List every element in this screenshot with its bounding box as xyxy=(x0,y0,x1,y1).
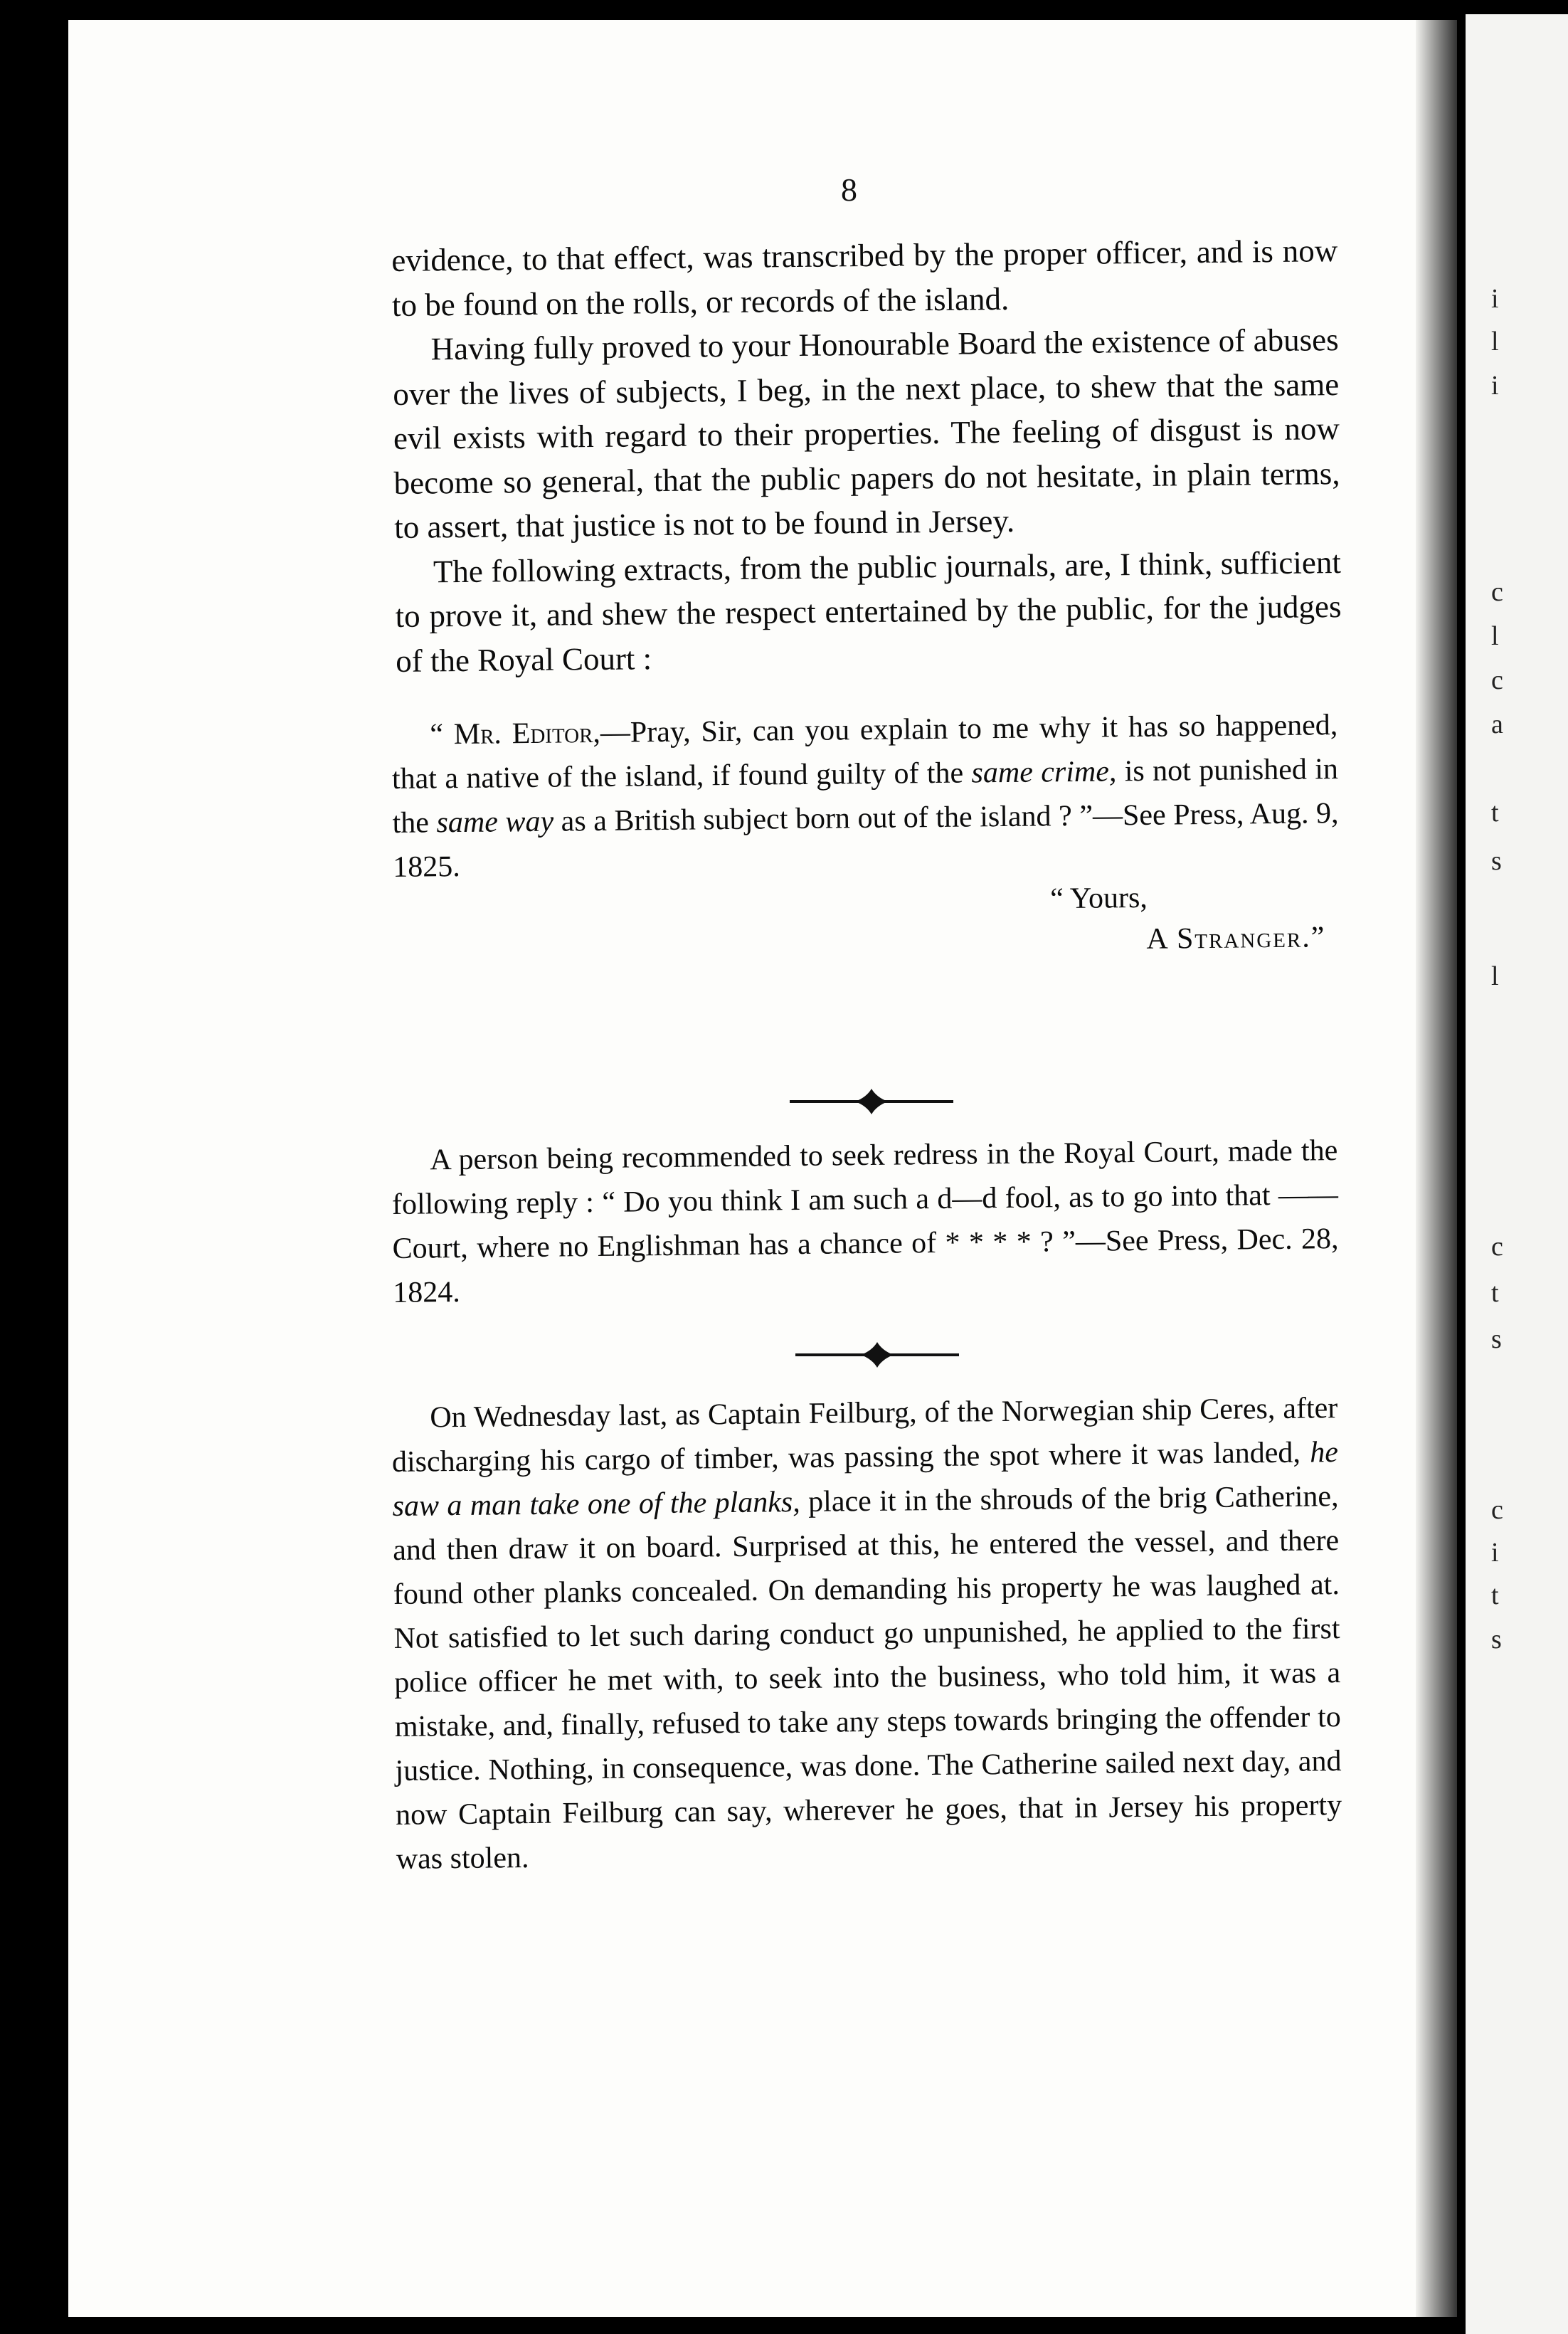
adjacent-glyph: s xyxy=(1491,1324,1502,1354)
adjacent-glyph: c xyxy=(1491,577,1503,607)
adjacent-glyph: l xyxy=(1491,621,1499,651)
signoff-signature: A Stranger.” xyxy=(1146,921,1326,956)
extract-quote: A person being recommended to seek redress in the Royal Court, made the following reply : “ Do you think I am such a d—d fool, as to go into that —— Court, where no Englishman has a chance of * * * * ? ”—See Press, Dec. 28, 1824. xyxy=(391,1134,1339,1309)
adjacent-glyph: i xyxy=(1491,371,1499,401)
adjacent-glyph: c xyxy=(1491,665,1503,695)
extract-quote: On Wednesday last, as Captain Feilburg, of the Norwegian ship Ceres, after discharging his cargo of timber, was passing the spot where it was landed, he saw a man take one of the planks, place it in the shrouds of the brig Catherine, and then draw it on board. Surprised at this, he entered the vessel, and there found other planks concealed. On demanding his property he was laughed at. Not satisfied to let such daring conduct go unpunished, he applied to the first police officer he met with, to seek into the business, who told him, it was a mistake, and, finally, refused to take any steps towards bringing the offender to justice. Nothing, in consequence, was done. The Catherine sailed next day, and now Captain Feilburg can say, wherever he goes, that in Jersey his property was stolen. xyxy=(391,1392,1342,1876)
extract-captain-feilburg xyxy=(391,1386,1342,1881)
page-gutter-shadow xyxy=(1416,20,1457,2317)
adjacent-glyph: t xyxy=(1491,1580,1499,1610)
adjacent-glyph: i xyxy=(1491,284,1499,314)
ornamental-divider xyxy=(790,1087,953,1116)
adjacent-glyph: i xyxy=(1491,1538,1499,1568)
page-number: 8 xyxy=(841,171,857,208)
adjacent-glyph: t xyxy=(1491,798,1499,828)
opening-text xyxy=(391,228,1342,683)
italic-phrase: same crime, xyxy=(971,755,1117,790)
extract-redress-reply xyxy=(391,1129,1340,1315)
adjacent-glyph: s xyxy=(1491,1625,1502,1654)
signoff-yours: “ Yours, xyxy=(1049,881,1148,916)
adjacent-glyph: l xyxy=(1491,961,1499,991)
adjacent-glyph: c xyxy=(1491,1495,1503,1525)
adjacent-glyph: c xyxy=(1491,1232,1503,1262)
extract-quote: “ Mr. Editor,—Pray, Sir, can you explain to me why it has so happened, that a native of the island, if found guilty of the same crime, is not punished in the same way as a British subject born out of the island ? ”—See Press, Aug. 9, 1825. xyxy=(391,709,1339,884)
extract-stranger-letter xyxy=(391,703,1340,968)
adjacent-glyph: t xyxy=(1491,1278,1499,1308)
adjacent-glyph: s xyxy=(1491,846,1502,876)
italic-phrase: same way xyxy=(436,805,554,840)
paragraph-abuses: Having fully proved to your Honourable Board the existence of abuses over the lives of subjects, I beg, in the next place, to shew that the same evil exists with regard to their properties. The feeling of disgust is now become so general, that the public papers do not hesitate, in plain terms, to assert, that justice is not to be found in Jersey. xyxy=(393,322,1340,545)
adjacent-glyph: a xyxy=(1491,709,1503,739)
salutation: “ Mr. Editor, xyxy=(430,716,601,751)
paragraph-extracts-intro: The following extracts, from the public journals, are, I think, sufficient to prove it, and shew the respect entertained by the public, for the judges of the Royal Court : xyxy=(395,544,1342,679)
paragraph-continuation: evidence, to that effect, was transcribed by the proper officer, and is now to be found on the rolls, or records of the island. xyxy=(391,233,1338,323)
italic-phrase: he saw a man take one of the planks, xyxy=(392,1436,1339,1523)
adjacent-page-edge xyxy=(1466,14,1568,2334)
adjacent-glyph: l xyxy=(1491,327,1499,357)
ornamental-divider xyxy=(795,1341,959,1369)
